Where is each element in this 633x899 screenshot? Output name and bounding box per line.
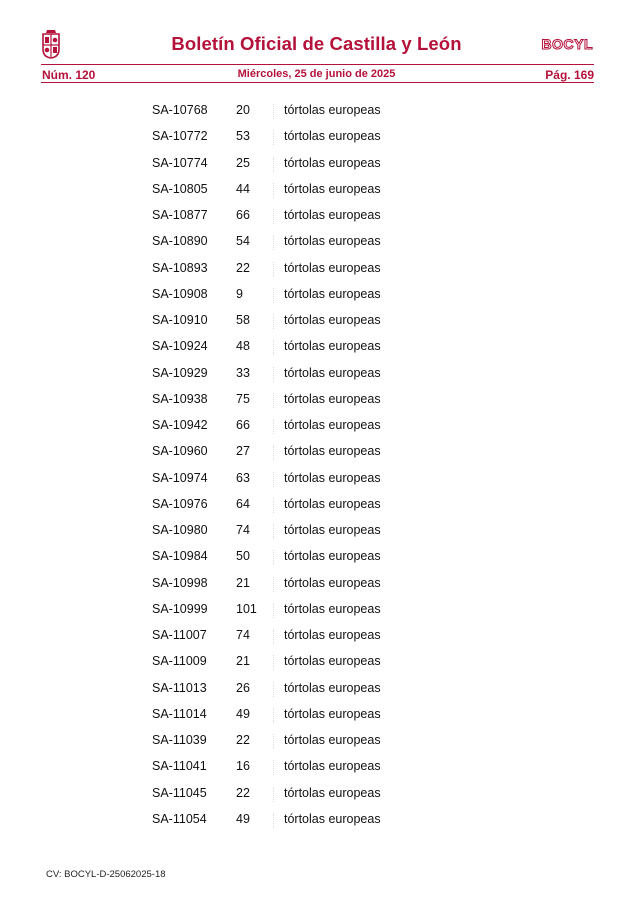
row-divider (273, 760, 274, 775)
row-species: tórtolas europeas (284, 286, 381, 301)
row-count: 75 (236, 391, 250, 406)
table-row (0, 127, 633, 153)
table-row (0, 600, 633, 626)
row-divider (273, 157, 274, 172)
row-count: 21 (236, 654, 250, 669)
table-row (0, 232, 633, 258)
table-row (0, 311, 633, 337)
row-species: tórtolas europeas (284, 785, 381, 800)
row-code: SA-11039 (152, 733, 207, 747)
row-code: SA-10774 (152, 155, 208, 170)
table-row (0, 705, 633, 731)
row-code: SA-11054 (152, 811, 207, 826)
row-count: 49 (236, 706, 250, 721)
table-row (0, 180, 633, 206)
row-count: 22 (236, 733, 250, 747)
table-row (0, 731, 633, 757)
row-count: 33 (236, 365, 250, 380)
row-code: SA-10974 (152, 470, 208, 485)
row-species: tórtolas europeas (284, 523, 381, 537)
table-row (0, 442, 633, 468)
table-row (0, 259, 633, 285)
row-count: 66 (236, 418, 250, 432)
row-divider (273, 577, 274, 592)
row-species: tórtolas europeas (284, 654, 381, 669)
row-code: SA-10910 (152, 313, 208, 327)
row-code: SA-10893 (152, 260, 208, 275)
row-count: 64 (236, 496, 250, 511)
row-code: SA-11009 (152, 654, 207, 669)
row-species: tórtolas europeas (284, 391, 381, 406)
row-count: 21 (236, 575, 250, 590)
row-code: SA-11041 (152, 759, 207, 774)
row-divider (273, 445, 274, 460)
row-species: tórtolas europeas (284, 339, 381, 354)
row-divider (273, 655, 274, 670)
row-divider (273, 603, 274, 618)
row-species: tórtolas europeas (284, 208, 381, 222)
bocyl-logo: BOCYL (541, 36, 593, 52)
row-code: SA-10908 (152, 286, 208, 301)
row-count: 101 (236, 601, 257, 616)
row-divider (273, 314, 274, 329)
row-divider (273, 367, 274, 382)
table-row (0, 285, 633, 311)
row-code: SA-10976 (152, 496, 208, 511)
row-code: SA-10877 (152, 208, 208, 222)
row-code: SA-10998 (152, 575, 208, 590)
row-count: 27 (236, 444, 250, 459)
row-species: tórtolas europeas (284, 811, 381, 826)
row-code: SA-10999 (152, 601, 208, 616)
row-divider (273, 393, 274, 408)
row-species: tórtolas europeas (284, 313, 381, 327)
row-divider (273, 209, 274, 224)
row-species: tórtolas europeas (284, 601, 381, 616)
row-species: tórtolas europeas (284, 444, 381, 459)
row-code: SA-11045 (152, 785, 207, 800)
row-species: tórtolas europeas (284, 575, 381, 590)
issue-number: Núm. 120 (42, 68, 96, 82)
table-row (0, 390, 633, 416)
table-row (0, 337, 633, 363)
cv-code: CV: BOCYL-D-25062025-18 (46, 869, 166, 880)
row-code: SA-10805 (152, 181, 208, 196)
row-count: 26 (236, 680, 250, 695)
table-row (0, 206, 633, 232)
table-row (0, 154, 633, 180)
table-row (0, 574, 633, 600)
row-count: 49 (236, 811, 250, 826)
table-row (0, 652, 633, 678)
row-divider (273, 262, 274, 277)
row-species: tórtolas europeas (284, 103, 381, 117)
issue-date: Miércoles, 25 de junio de 2025 (237, 68, 396, 80)
row-species: tórtolas europeas (284, 549, 381, 564)
row-code: SA-10929 (152, 365, 208, 380)
row-divider (273, 708, 274, 723)
row-species: tórtolas europeas (284, 680, 381, 695)
row-count: 74 (236, 523, 250, 537)
row-divider (273, 340, 274, 355)
row-code: SA-10768 (152, 103, 208, 117)
row-count: 63 (236, 470, 250, 485)
table-row (0, 495, 633, 521)
row-divider (273, 419, 274, 434)
row-divider (273, 787, 274, 802)
row-species: tórtolas europeas (284, 759, 381, 774)
row-divider (273, 734, 274, 749)
row-code: SA-11014 (152, 706, 207, 721)
header-divider-top (41, 64, 594, 65)
row-divider (273, 130, 274, 145)
row-divider (273, 813, 274, 828)
table-row (0, 101, 633, 127)
table-row (0, 626, 633, 652)
row-count: 44 (236, 181, 250, 196)
row-code: SA-11013 (152, 680, 207, 695)
table-row (0, 784, 633, 810)
row-count: 48 (236, 339, 250, 354)
row-divider (273, 472, 274, 487)
page-header (0, 0, 633, 90)
table-row (0, 521, 633, 547)
row-species: tórtolas europeas (284, 496, 381, 511)
row-count: 9 (236, 286, 243, 301)
row-code: SA-10960 (152, 444, 208, 459)
table-row (0, 469, 633, 495)
table-row (0, 547, 633, 573)
row-divider (273, 629, 274, 644)
row-species: tórtolas europeas (284, 181, 381, 196)
row-count: 22 (236, 260, 250, 275)
row-species: tórtolas europeas (284, 470, 381, 485)
row-code: SA-10980 (152, 523, 208, 537)
table-row (0, 810, 633, 836)
row-count: 16 (236, 759, 250, 774)
row-code: SA-11007 (152, 628, 207, 642)
row-divider (273, 235, 274, 250)
row-count: 74 (236, 628, 250, 642)
table-row (0, 364, 633, 390)
row-count: 22 (236, 785, 250, 800)
row-count: 20 (236, 103, 250, 117)
table-row (0, 757, 633, 783)
row-divider (273, 183, 274, 198)
row-species: tórtolas europeas (284, 155, 381, 170)
row-divider (273, 288, 274, 303)
row-count: 54 (236, 234, 250, 249)
row-code: SA-10924 (152, 339, 208, 354)
row-code: SA-10942 (152, 418, 208, 432)
row-species: tórtolas europeas (284, 628, 381, 642)
row-count: 58 (236, 313, 250, 327)
data-table (0, 101, 633, 836)
row-divider (273, 104, 274, 119)
table-row (0, 679, 633, 705)
row-species: tórtolas europeas (284, 418, 381, 432)
row-species: tórtolas europeas (284, 234, 381, 249)
row-count: 25 (236, 155, 250, 170)
row-code: SA-10772 (152, 129, 208, 144)
row-count: 50 (236, 549, 250, 564)
page-title: Boletín Oficial de Castilla y León (171, 33, 462, 54)
row-divider (273, 524, 274, 539)
row-divider (273, 682, 274, 697)
row-code: SA-10938 (152, 391, 208, 406)
row-divider (273, 498, 274, 513)
header-divider-bottom (41, 82, 594, 83)
row-code: SA-10984 (152, 549, 208, 564)
table-row (0, 416, 633, 442)
page-number: Pág. 169 (545, 68, 594, 82)
row-divider (273, 550, 274, 565)
row-species: tórtolas europeas (284, 260, 381, 275)
row-species: tórtolas europeas (284, 365, 381, 380)
row-species: tórtolas europeas (284, 733, 381, 747)
row-count: 66 (236, 208, 250, 222)
row-species: tórtolas europeas (284, 706, 381, 721)
row-code: SA-10890 (152, 234, 208, 249)
row-species: tórtolas europeas (284, 129, 381, 144)
row-count: 53 (236, 129, 250, 144)
